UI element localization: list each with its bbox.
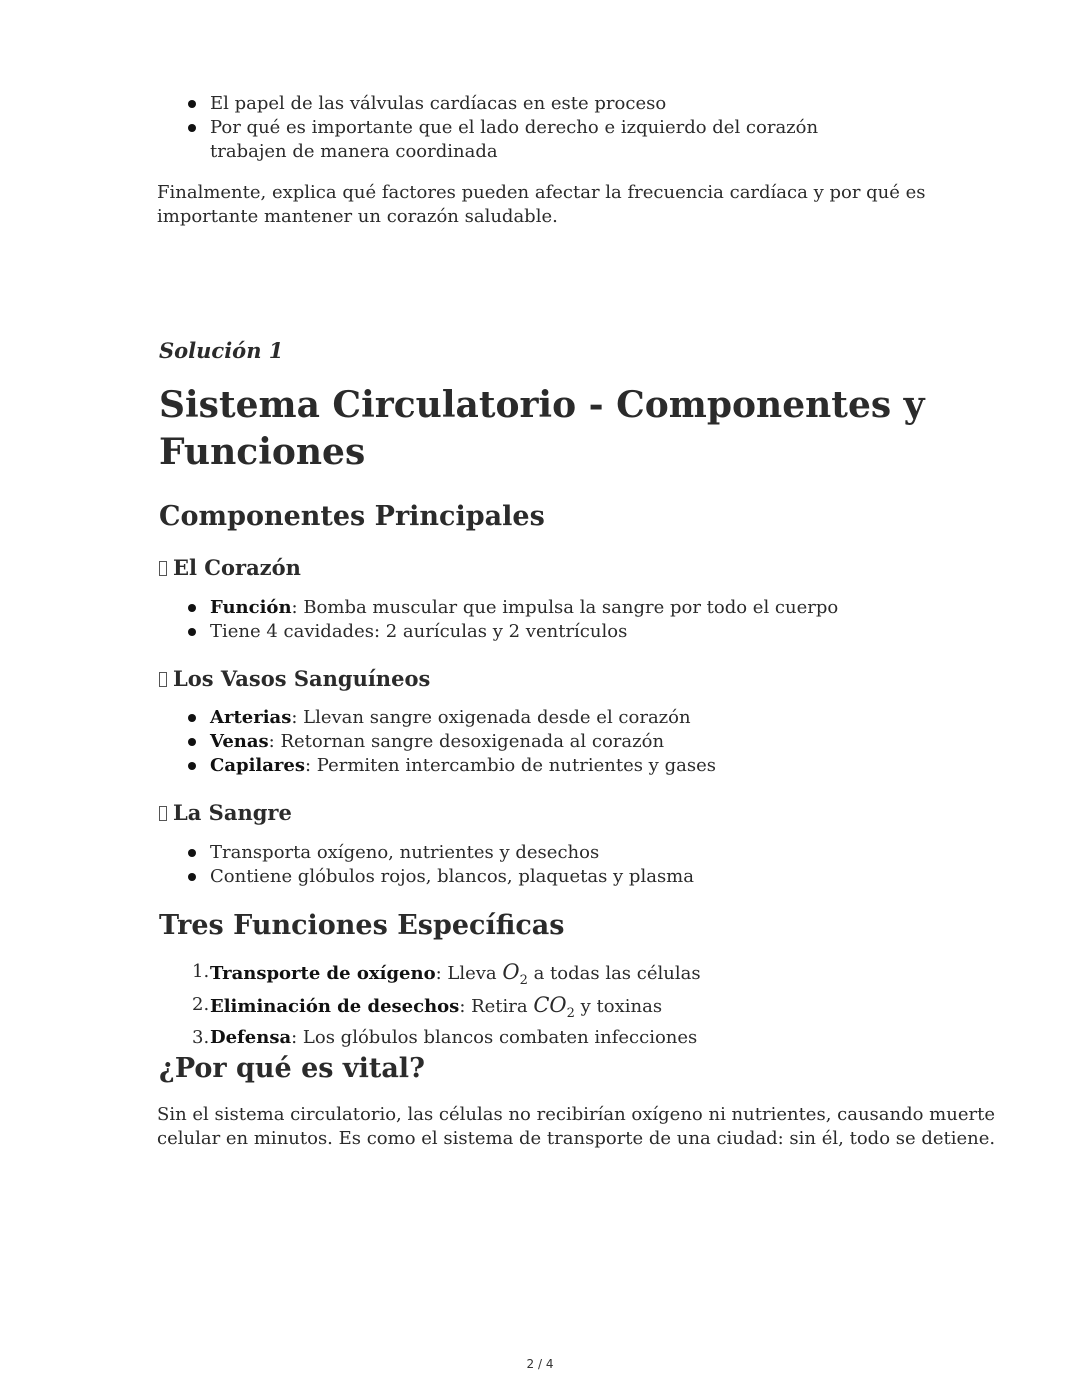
list-item bbox=[192, 1026, 892, 1050]
list-number: 1. bbox=[192, 961, 210, 982]
math-formula: $O_2$ bbox=[502, 960, 528, 989]
page-number: 2 / 4 bbox=[526, 1357, 554, 1371]
list-item-bold: Función bbox=[210, 597, 292, 618]
page-title-line-2: Funciones bbox=[159, 431, 366, 473]
blood-drop-icon bbox=[159, 806, 167, 821]
list-item-bold: Capilares bbox=[210, 755, 305, 776]
list-item-text: : Lleva bbox=[435, 963, 503, 984]
list-item bbox=[186, 730, 886, 754]
list-item-bold: Arterias bbox=[210, 707, 292, 728]
functions-heading: Tres Funciones Específicas bbox=[159, 910, 565, 941]
list-item-bold: Defensa bbox=[210, 1027, 292, 1049]
list-number: 2. bbox=[192, 994, 210, 1016]
components-heading: Componentes Principales bbox=[159, 501, 545, 532]
page-title-line-1: Sistema Circulatorio - Componentes y bbox=[159, 384, 925, 426]
list-item-bold: Venas bbox=[210, 731, 269, 752]
list-item-text: : Bomba muscular que impulsa la sangre por todo el cuerpo bbox=[291, 597, 839, 618]
vital-paragraph-line-1: Sin el sistema circulatorio, las células no recibirían oxígeno ni nutrientes, causando muerte bbox=[157, 1104, 995, 1125]
vessels-heading-text: Los Vasos Sanguíneos bbox=[173, 666, 431, 691]
blood-vessel-icon bbox=[159, 672, 167, 687]
list-item-text: : Los glóbulos blancos combaten infecciones bbox=[291, 1027, 698, 1049]
list-item bbox=[186, 754, 886, 778]
math-formula: $CO_2$ bbox=[533, 993, 575, 1022]
list-item bbox=[186, 706, 886, 730]
list-item-text: a todas las células bbox=[527, 963, 701, 984]
list-item: El papel de las válvulas cardíacas en este proceso bbox=[186, 92, 886, 116]
blood-list bbox=[186, 841, 886, 889]
heart-heading bbox=[159, 554, 301, 582]
list-item-text: : Retira bbox=[459, 996, 534, 1018]
list-number: 3. bbox=[192, 1027, 210, 1049]
list-item-text: : Llevan sangre oxigenada desde el corazón bbox=[291, 707, 691, 728]
heart-icon bbox=[159, 561, 167, 576]
list-item-text: : Permiten intercambio de nutrientes y gases bbox=[304, 755, 716, 776]
heart-heading-text: El Corazón bbox=[173, 555, 301, 580]
intro-bullet-list bbox=[186, 92, 886, 164]
intro-closing-line-2: importante mantener un corazón saludable. bbox=[157, 206, 558, 227]
list-item: Transporta oxígeno, nutrientes y desechos bbox=[186, 841, 886, 865]
solution-label: Solución 1 bbox=[159, 338, 284, 363]
list-item-text: y toxinas bbox=[574, 996, 663, 1018]
intro-closing-line-1: Finalmente, explica qué factores pueden afectar la frecuencia cardíaca y por qué es bbox=[157, 182, 926, 203]
list-item bbox=[192, 993, 892, 1026]
heart-list bbox=[186, 596, 886, 644]
blood-heading-text: La Sangre bbox=[173, 800, 292, 825]
vessels-list bbox=[186, 706, 886, 778]
functions-list bbox=[192, 960, 892, 1050]
list-item: Contiene glóbulos rojos, blancos, plaquetas y plasma bbox=[186, 865, 886, 889]
list-item: Por qué es importante que el lado derecho e izquierdo del corazón trabajen de manera coordinada bbox=[186, 116, 870, 164]
list-item bbox=[192, 960, 892, 993]
vital-heading: ¿Por qué es vital? bbox=[159, 1053, 425, 1084]
vital-paragraph-line-2: celular en minutos. Es como el sistema de transporte de una ciudad: sin él, todo se detiene. bbox=[157, 1128, 996, 1149]
list-item: Tiene 4 cavidades: 2 aurículas y 2 ventrículos bbox=[186, 620, 886, 644]
list-item-bold: Eliminación de desechos bbox=[210, 996, 460, 1018]
list-item-text: : Retornan sangre desoxigenada al corazón bbox=[268, 731, 665, 752]
vessels-heading bbox=[159, 665, 430, 693]
list-item bbox=[186, 596, 886, 620]
blood-heading bbox=[159, 799, 292, 827]
list-item-bold: Transporte de oxígeno bbox=[210, 963, 436, 984]
